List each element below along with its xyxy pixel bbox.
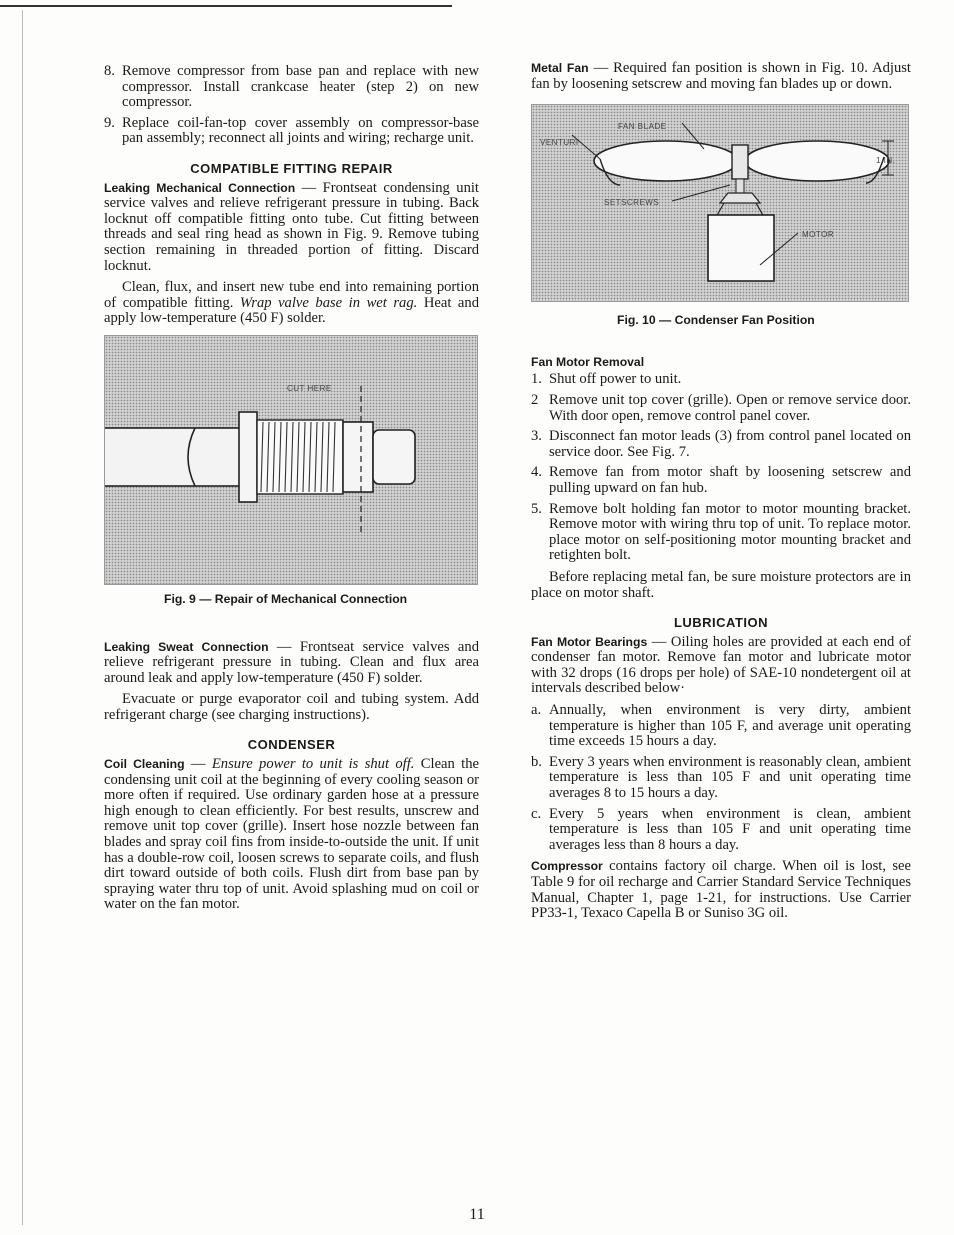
paragraph-text: Heat and apply low-temperature (450 F) solder.: [104, 294, 479, 327]
paragraph-text: Clean the condensing unit coil at the beginning of every cooling season or more often if required. Use ordinary garden hose at a pressure high enough to clean efficiently. For best results, unscrew and remove unit top cover (grille). Insert hose nozzle between fan blades and spray coil fins from inside-to-outside the unit. If unit has a double-row coil, loosen screws to separate coils, and flush dirt toward outside of both coils. Flush dirt from base pan by spraying water thru top of unit. Avoid splashing mud on coil or water on the fan motor.: [104, 756, 480, 913]
list-item: [531, 502, 911, 564]
item-letter: c.: [531, 805, 542, 822]
step-number: 2: [531, 391, 539, 408]
list-item: [531, 429, 911, 460]
list-item: [531, 703, 911, 750]
step-text: Remove unit top cover (grille). Open or remove service door. With door open, remove control panel cover.: [549, 391, 911, 424]
paragraph-leaking-mechanical: [104, 181, 479, 275]
top-rule: [0, 5, 452, 7]
step-text: Shut off power to unit.: [549, 371, 682, 388]
motor-label: MOTOR: [802, 230, 835, 240]
paragraph-compressor: [531, 859, 911, 921]
fan-blade-label: FAN BLADE: [618, 122, 667, 132]
list-item: [531, 393, 911, 424]
left-column: [104, 64, 479, 919]
step-number: 9.: [104, 114, 115, 131]
setscrews-label: SETSCREWS: [604, 198, 660, 208]
right-column: [531, 61, 911, 928]
section-heading-compatible-fitting: COMPATIBLE FITTING REPAIR: [190, 160, 393, 176]
list-item: [104, 64, 479, 111]
step-text: Remove fan from motor shaft by loosening setscrew and pulling upward on fan hub.: [549, 464, 911, 496]
venturi-label: VENTURI: [540, 138, 579, 148]
section-heading-fan-motor-removal: Fan Motor Removal: [531, 354, 645, 369]
step-number: 8.: [104, 63, 115, 79]
italic-note: Ensure power to unit is shut off.: [211, 756, 415, 773]
mechanical-connection-drawing: [105, 336, 477, 584]
paragraph-text: Clean, flux, and insert new tube end into remaining portion of compatible fitting.: [104, 279, 479, 311]
italic-note: Wrap valve base in wet rag.: [239, 294, 418, 311]
paragraph-text: — Frontseat condensing unit service valves and relieve refrigerant pressure in tubing. Back locknut off compatible fitting onto tube. Cut fitting between threads and seal ring head as shown in Fig. 9. Remove tubing section remaining in threaded portion of fitting. Discard locknut.: [104, 179, 479, 274]
paragraph-clean-flux: [104, 280, 479, 327]
list-item: [531, 807, 911, 854]
step-number: 1.: [531, 371, 542, 388]
step-number: 3.: [531, 428, 542, 445]
figure-9-caption: Fig. 9 — Repair of Mechanical Connection: [164, 591, 408, 606]
step-text: Disconnect fan motor leads (3) from control panel located on service door. See Fig. 7.: [549, 428, 911, 460]
run-in-label: Metal Fan: [531, 61, 589, 75]
paragraph-text: — Oiling holes are provided at each end of condenser fan motor. Remove fan motor and lubricate motor with 32 drops (16 drops per hole) of SAE-10 nondetergent oil at intervals described below·: [531, 633, 911, 697]
paragraph-leaking-sweat: [104, 640, 479, 687]
list-item: [104, 116, 479, 147]
cut-here-label: CUT HERE: [287, 383, 332, 393]
step-text: Replace coil-fan-top cover assembly on compressor-base pan assembly; reconnect all joints and wiring; recharge unit.: [122, 114, 479, 147]
section-heading-condenser: CONDENSER: [247, 737, 336, 753]
compressor-steps: [104, 64, 479, 147]
page-number: 11: [469, 1206, 485, 1223]
figure-10-caption: Fig. 10 — Condenser Fan Position: [617, 313, 815, 328]
paragraph-before-replacing: Before replacing metal fan, be sure moisture protectors are in place on motor shaft.: [531, 568, 911, 601]
item-text: Every 3 years when environment is reasonably clean, ambient temperature is less than 105 F and unit operating time averages 8 to 15 hours a day.: [549, 753, 911, 802]
paragraph-text: — Required fan position is shown in Fig. 10. Adjust fan by loosening setscrew and moving fan blades up or down.: [531, 60, 911, 92]
item-text: Annually, when environment is very dirty, ambient temperature is higher than 105 F, and average unit operating time exceeds 15 hours a day.: [549, 702, 911, 750]
section-heading-lubrication: LUBRICATION: [673, 615, 769, 631]
paragraph-coil-cleaning: [104, 757, 479, 913]
step-number: 5.: [531, 500, 542, 517]
paragraph-evacuate: Evacuate or purge evaporator coil and tubing system. Add refrigerant charge (see charging instructions).: [104, 691, 479, 723]
list-item: [531, 755, 911, 802]
run-in-label: Leaking Sweat Connection: [104, 639, 269, 654]
left-margin-rule: [22, 10, 23, 1225]
run-in-label: Fan Motor Bearings: [531, 634, 648, 649]
paragraph-fan-motor-bearings: [531, 635, 911, 697]
dimension-label: 1 IN.: [876, 156, 896, 166]
item-text: Every 5 years when environment is clean, ambient temperature is less than 105 F and unit operating time averages less than 8 hours a day.: [549, 805, 911, 853]
step-text: Remove bolt holding fan motor to motor mounting bracket. Remove motor with wiring thru top of unit. To replace motor. place motor on self-positioning motor mounting bracket and retighten bolt.: [549, 500, 911, 564]
lubrication-intervals: [531, 703, 911, 853]
run-in-label: Compressor: [531, 859, 603, 874]
list-item: [531, 465, 911, 496]
figure-9-illustration: [104, 335, 478, 585]
fan-position-drawing: [532, 105, 908, 301]
run-in-label: Leaking Mechanical Connection: [104, 180, 296, 195]
fan-motor-steps: [531, 372, 911, 564]
dash: —: [184, 756, 212, 773]
step-number: 4.: [531, 464, 542, 481]
paragraph-metal-fan: [531, 61, 911, 92]
item-letter: b.: [531, 753, 542, 770]
list-item: [531, 372, 911, 388]
paragraph-text: — Frontseat service valves and relieve refrigerant pressure in tubing. Clean and flux area around leak and apply low-temperature (450 F) solder.: [104, 638, 479, 686]
step-text: Remove compressor from base pan and replace with new compressor. Install crankcase heater (step 2) on new compressor.: [122, 63, 479, 111]
run-in-label: Coil Cleaning: [104, 757, 185, 772]
item-letter: a.: [531, 702, 542, 719]
figure-10-illustration: [531, 104, 909, 302]
paragraph-text: contains factory oil charge. When oil is lost, see Table 9 for oil recharge and Carrier Standard Service Techniques Manual, Chapter 1, page 1-21, for instructions. Use Carrier PP33-1, Texaco Capella B or Suniso 3G oil.: [531, 858, 911, 922]
